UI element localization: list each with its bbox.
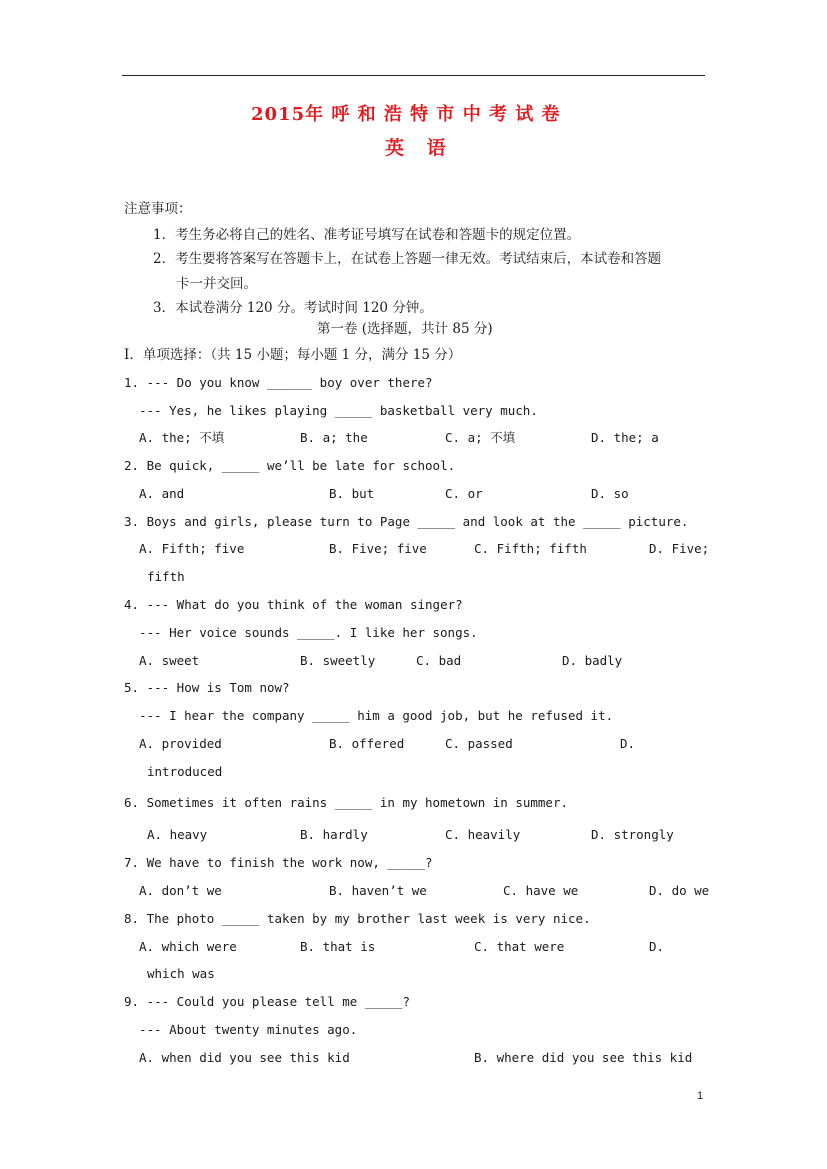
question-stem: 6. Sometimes it often rains _____ in my hometown in summer. [124, 795, 569, 810]
option-a: A. and [139, 486, 185, 501]
option-b: B. sweetly [300, 653, 376, 668]
option-c: C. heavily [445, 827, 521, 842]
exam-title: 2015年 呼 和 浩 特 市 中 考 试 卷 [251, 104, 561, 125]
question-stem: --- Her voice sounds _____. I like her songs. [139, 625, 478, 640]
question-stem: 4. --- What do you think of the woman singer? [124, 597, 463, 612]
question-stem: 9. --- Could you please tell me _____? [124, 994, 410, 1009]
option-b: B. but [329, 486, 375, 501]
page-number: 1 [697, 1090, 704, 1102]
option-d: D. do we [649, 883, 710, 898]
option-c: C. passed [445, 736, 513, 751]
option-d: D. Five; [649, 541, 710, 556]
option-d-wrap: which was [147, 966, 215, 981]
option-d: D. badly [562, 653, 623, 668]
question-stem: --- I hear the company _____ him a good job, but he refused it. [139, 708, 614, 723]
option-c: C. Fifth; fifth [474, 541, 587, 556]
option-b: B. offered [329, 736, 405, 751]
option-d: D. so [591, 486, 629, 501]
notice-item: 3．本试卷满分 120 分。考试时间 120 分钟。 [153, 300, 433, 316]
option-b: B. where did you see this kid [474, 1050, 693, 1065]
option-d-wrap: fifth [147, 569, 185, 584]
option-b: B. Five; five [329, 541, 427, 556]
option-c: C. have we [503, 883, 579, 898]
option-d: D. [649, 939, 665, 954]
option-a: A. Fifth; five [139, 541, 245, 556]
option-a: A. provided [139, 736, 222, 751]
option-a: A. which were [139, 939, 237, 954]
option-b: B. haven’t we [329, 883, 427, 898]
subject-title: 英 语 [385, 137, 454, 159]
option-c: C. a; 不填 [445, 430, 516, 445]
section-title: I．单项选择：（共 15 小题；每小题 1 分，满分 15 分） [124, 347, 462, 363]
notice-item: 1．考生务必将自己的姓名、准考证号填写在试卷和答题卡的规定位置。 [153, 227, 581, 243]
option-c: C. or [445, 486, 483, 501]
option-a: A. when did you see this kid [139, 1050, 350, 1065]
question-stem: 5. --- How is Tom now? [124, 680, 290, 695]
option-a: A. sweet [139, 653, 200, 668]
question-stem: 1. --- Do you know ______ boy over there? [124, 375, 433, 390]
option-d: D. [620, 736, 636, 751]
option-c: C. that were [474, 939, 565, 954]
notice-item: 2．考生要将答案写在答题卡上，在试卷上答题一律无效。考试结束后，本试卷和答题 [153, 251, 662, 267]
question-stem: --- About twenty minutes ago. [139, 1022, 358, 1037]
part-title: 第一卷 (选择题，共计 85 分) [317, 321, 493, 337]
notice-item: 卡一并交回。 [176, 276, 257, 292]
option-b: B. hardly [300, 827, 368, 842]
option-d-wrap: introduced [147, 764, 223, 779]
question-stem: 2. Be quick, _____ we’ll be late for school. [124, 458, 456, 473]
option-d: D. the; a [591, 430, 659, 445]
question-stem: 7. We have to finish the work now, _____? [124, 855, 433, 870]
question-stem: 8. The photo _____ taken by my brother last week is very nice. [124, 911, 591, 926]
question-stem: --- Yes, he likes playing _____ basketball very much. [139, 403, 538, 418]
option-a: A. heavy [147, 827, 208, 842]
option-a: A. don’t we [139, 883, 222, 898]
option-b: B. that is [300, 939, 376, 954]
option-a: A. the; 不填 [139, 430, 225, 445]
option-b: B. a; the [300, 430, 368, 445]
option-c: C. bad [416, 653, 462, 668]
option-d: D. strongly [591, 827, 674, 842]
header-rule [122, 75, 705, 76]
question-stem: 3. Boys and girls, please turn to Page _____ and look at the _____ picture. [124, 514, 689, 529]
notice-heading: 注意事项： [124, 201, 192, 217]
